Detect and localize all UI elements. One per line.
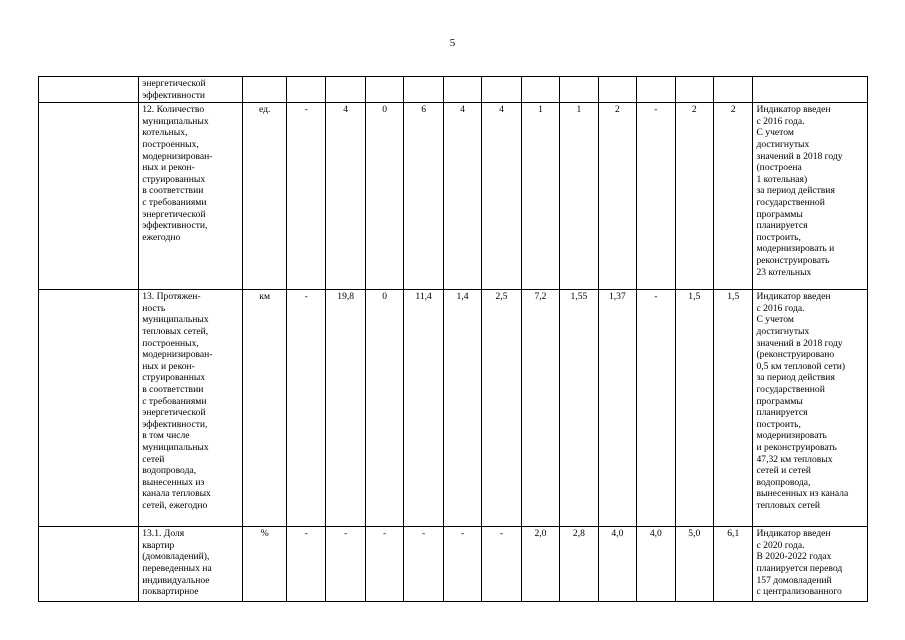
indicator-line: поквартирное [142,586,199,598]
indicator-line: струированных [142,372,206,384]
note-line: водопровода, [756,476,811,488]
page-number: 5 [449,37,456,49]
note-line: Индикатор введен [756,528,831,540]
note-line: построить, [756,231,801,243]
value-cell [482,77,521,103]
note-line: В 2020-2022 годах [756,551,832,563]
value-cell: 4 [326,103,365,290]
note-cell [753,103,868,290]
note-line: и реконструировать [756,441,837,453]
value-cell: - [482,527,521,602]
indicator-line: 13.1. Доля [142,528,185,540]
value-cell: 1,5 [714,290,753,527]
value-cell [714,77,753,103]
note-line: государственной [756,196,825,208]
value-cell [521,77,559,103]
indicator-line: водопровода, [142,465,197,477]
value-cell: 2 [675,103,713,290]
indicator-line: сетей [142,453,165,465]
value-cell [443,77,481,103]
value-cell: - [326,527,365,602]
value-cell: - [404,527,443,602]
indicator-line: с требованиями [142,196,207,208]
value-cell: 1,55 [560,290,598,527]
value-cell [404,77,443,103]
indicator-line: муниципальных [142,441,209,453]
note-line: за период действия [756,372,835,384]
indicator-line: эффективности, [142,418,208,430]
blank-cell [39,290,139,527]
indicator-line: в соответствии [142,185,204,197]
value-cell: - [286,103,325,290]
note-line: Индикатор введен [756,291,831,303]
value-cell [637,77,675,103]
value-cell: 7,2 [521,290,559,527]
value-cell: - [365,527,403,602]
value-cell: 1,4 [443,290,481,527]
value-cell: - [637,290,675,527]
value-cell [326,77,365,103]
note-line: программы [756,395,803,407]
value-cell: 11,4 [404,290,443,527]
value-cell [675,77,713,103]
value-cell: 0 [365,103,403,290]
note-line: значений в 2018 году [756,150,843,162]
indicator-line: (домовладений), [142,551,210,563]
indicator-line: котельных, [142,127,188,139]
value-cell [365,77,403,103]
value-cell: 6,1 [714,527,753,602]
note-line: 157 домовладений [756,574,832,586]
note-line: модернизировать [756,430,827,442]
note-line: с 2016 года. [756,115,805,127]
indicator-line: вынесенных из [142,476,205,488]
indicator-cell [139,290,243,527]
note-line: (реконструировано [756,349,835,361]
unit-cell: % [243,527,287,602]
indicator-line: квартир [142,539,175,551]
table-row [39,527,868,602]
indicator-line: 13. Протяжен- [142,291,201,303]
note-line: 1 котельная) [756,173,808,185]
note-line: значений в 2018 году [756,337,843,349]
indicator-line: ежегодно [142,231,181,243]
indicator-line: эффективности, [142,220,208,232]
indicator-line: модернизирован- [142,150,213,162]
note-line: планируется [756,220,808,232]
note-line: тепловых сетей [756,499,821,511]
note-cell [753,290,868,527]
note-line: (построена [756,162,802,174]
note-line: планируется [756,407,808,419]
note-line: С учетом [756,314,794,326]
value-cell [598,77,636,103]
blank-cell [39,77,139,103]
note-line: реконструировать [756,254,830,266]
value-cell: 2,0 [521,527,559,602]
note-line: построить, [756,418,801,430]
value-cell: 4 [482,103,521,290]
table-row [39,77,868,103]
value-cell: - [637,103,675,290]
note-line: С учетом [756,127,794,139]
value-cell: 1,37 [598,290,636,527]
indicator-line: построенных, [142,138,199,150]
value-cell: 19,8 [326,290,365,527]
indicator-line: муниципальных [142,115,209,127]
note-line: достигнутых [756,138,810,150]
indicator-line: модернизирован- [142,349,213,361]
note-line: планируется перевод [756,562,843,574]
note-line: достигнутых [756,325,810,337]
note-line: вынесенных из канала [756,488,849,500]
note-line: Индикатор введен [756,104,831,116]
note-line: с 2016 года. [756,302,805,314]
value-cell: - [286,290,325,527]
note-line: модернизировать и [756,243,835,255]
indicator-line: тепловых сетей, [142,325,209,337]
note-line: программы [756,208,803,220]
indicator-line: 12. Количество [142,104,205,116]
indicator-cell [139,527,243,602]
value-cell: 0 [365,290,403,527]
indicators-table [38,76,868,602]
indicator-line: индивидуальное [142,574,210,586]
note-line: сетей и сетей [756,465,811,477]
value-cell: 4,0 [598,527,636,602]
indicator-line: муниципальных [142,314,209,326]
indicator-line: энергетической [142,407,206,419]
indicator-line: энергетической [142,78,206,89]
value-cell: - [443,527,481,602]
value-cell: 1 [521,103,559,290]
note-line: с централизованного [756,586,842,598]
indicator-line: построенных, [142,337,199,349]
indicator-line: сетей, ежегодно [142,499,208,511]
note-cell [753,77,868,103]
note-line: за период действия [756,185,835,197]
blank-cell [39,527,139,602]
indicator-line: канала тепловых [142,488,211,500]
indicator-cell [139,103,243,290]
blank-cell [39,103,139,290]
value-cell: 1 [560,103,598,290]
indicator-line: с требованиями [142,395,207,407]
indicator-line: ных и рекон- [142,162,195,174]
unit-cell [243,77,287,103]
value-cell: 2 [714,103,753,290]
value-cell [286,77,325,103]
value-cell: 4 [443,103,481,290]
note-line: 23 котельных [756,266,812,278]
note-line: государственной [756,383,825,395]
note-line: с 2020 года. [756,539,805,551]
value-cell: 1,5 [675,290,713,527]
value-cell: 2,8 [560,527,598,602]
indicator-line: ных и рекон- [142,360,195,372]
table-row [39,103,868,290]
indicator-cell [139,77,243,103]
value-cell: 2 [598,103,636,290]
unit-cell: км [243,290,287,527]
indicator-line: эффективности [142,89,206,101]
note-cell [753,527,868,602]
indicator-line: переведенных на [142,562,212,574]
value-cell: - [286,527,325,602]
value-cell: 5,0 [675,527,713,602]
indicator-line: ность [142,302,166,314]
indicator-line: энергетической [142,208,206,220]
table-row [39,290,868,527]
note-line: 47,32 км тепловых [756,453,833,465]
value-cell: 4,0 [637,527,675,602]
value-cell: 2,5 [482,290,521,527]
indicator-line: в соответствии [142,383,204,395]
indicator-line: в том числе [142,430,190,442]
indicator-line: струированных [142,173,206,185]
unit-cell: ед. [243,103,287,290]
value-cell [560,77,598,103]
value-cell: 6 [404,103,443,290]
note-line: 0,5 км тепловой сети) [756,360,846,372]
